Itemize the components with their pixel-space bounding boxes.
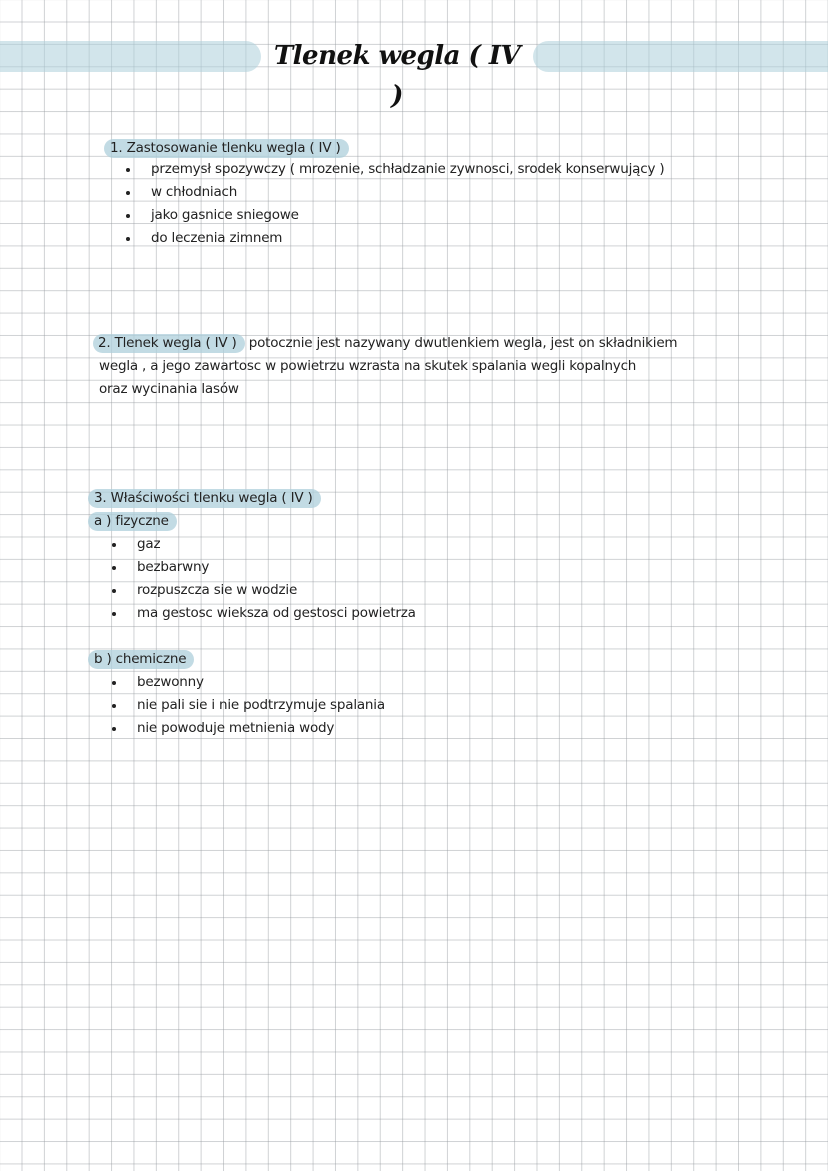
list-item bbox=[126, 158, 664, 181]
bullet-icon bbox=[126, 237, 130, 241]
bullet-icon bbox=[112, 612, 116, 616]
section1-heading bbox=[104, 137, 349, 160]
list-item-text: do leczenia zimnem bbox=[151, 230, 283, 246]
list-item-text: przemysł spozywczy ( mrozenie, schładzanie zywnosci, srodek konserwujący ) bbox=[151, 161, 665, 177]
list-item bbox=[112, 579, 416, 602]
list-item bbox=[112, 533, 416, 556]
list-item bbox=[126, 204, 664, 227]
bullet-icon bbox=[126, 191, 130, 195]
list-item bbox=[126, 181, 664, 204]
physical-properties-label bbox=[88, 510, 177, 533]
section1-list bbox=[126, 158, 664, 250]
section2-line-2: wegla , a jego zawartosc w powietrzu wzrasta na skutek spalania wegli kopalnych bbox=[99, 358, 637, 374]
section2-heading: 2. Tlenek wegla ( IV ) bbox=[93, 334, 245, 353]
physical-properties-list bbox=[112, 533, 416, 625]
list-item-text: bezbarwny bbox=[137, 559, 210, 575]
bullet-icon bbox=[112, 727, 116, 731]
section2-line-3: oraz wycinania lasów bbox=[99, 381, 239, 397]
list-item bbox=[112, 717, 385, 740]
bullet-icon bbox=[126, 168, 130, 172]
section1-heading-text: 1. Zastosowanie tlenku wegla ( IV ) bbox=[104, 139, 349, 158]
list-item-text: bezwonny bbox=[137, 674, 204, 690]
section2-line-1 bbox=[93, 332, 677, 355]
list-item bbox=[112, 602, 416, 625]
physical-properties-label-text: a ) fizyczne bbox=[88, 512, 177, 531]
bullet-icon bbox=[112, 566, 116, 570]
list-item-text: nie pali sie i nie podtrzymuje spalania bbox=[137, 697, 385, 713]
section2-paragraph bbox=[93, 332, 677, 401]
bullet-icon bbox=[112, 704, 116, 708]
list-item bbox=[126, 227, 664, 250]
list-item-text: gaz bbox=[137, 536, 161, 552]
title-banner-right bbox=[533, 41, 828, 72]
bullet-icon bbox=[112, 681, 116, 685]
chemical-properties-list bbox=[112, 671, 385, 740]
bullet-icon bbox=[126, 214, 130, 218]
list-item bbox=[112, 556, 416, 579]
chemical-properties-label-text: b ) chemiczne bbox=[88, 650, 194, 669]
chemical-properties-label bbox=[88, 648, 194, 671]
title-banner-left bbox=[0, 41, 261, 72]
section3-heading bbox=[88, 487, 321, 510]
list-item bbox=[112, 671, 385, 694]
page-title: Tlenek wegla ( IV ) bbox=[273, 41, 521, 111]
list-item-text: ma gestosc wieksza od gestosci powietrza bbox=[137, 605, 416, 621]
list-item-text: jako gasnice sniegowe bbox=[151, 207, 299, 223]
list-item-text: w chłodniach bbox=[151, 184, 238, 200]
list-item-text: rozpuszcza sie w wodzie bbox=[137, 582, 298, 598]
bullet-icon bbox=[112, 543, 116, 547]
section2-line-1-text: potocznie jest nazywany dwutlenkiem wegla, jest on składnikiem bbox=[244, 335, 678, 351]
list-item-text: nie powoduje metnienia wody bbox=[137, 720, 335, 736]
list-item bbox=[112, 694, 385, 717]
section3-heading-text: 3. Właściwości tlenku wegla ( IV ) bbox=[88, 489, 321, 508]
bullet-icon bbox=[112, 589, 116, 593]
